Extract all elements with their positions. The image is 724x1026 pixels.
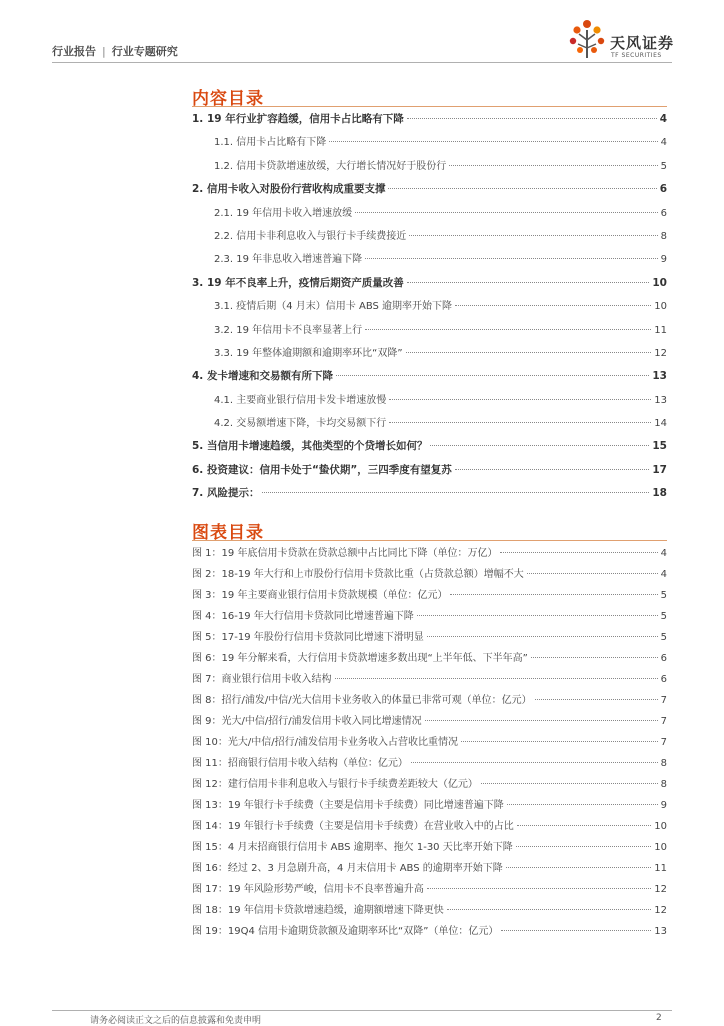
dotted-leader [389, 399, 651, 400]
toc-entry-text: 2.2. 信用卡非利息收入与银行卡手续费接近 [214, 230, 407, 242]
toc-entry[interactable] [192, 295, 667, 318]
dotted-leader [517, 825, 651, 826]
figure-entry-page: 11 [654, 863, 667, 874]
figure-entry[interactable] [192, 774, 667, 795]
figure-entry-text: 图 2：18-19 年大行和上市股份行信用卡贷款比重（占贷款总额）增幅不大 [192, 569, 524, 580]
dotted-leader [329, 141, 657, 142]
dotted-leader [407, 282, 650, 283]
figure-entry-text: 图 11：招商银行信用卡收入结构（单位：亿元） [192, 758, 408, 769]
toc-entry[interactable] [192, 155, 667, 178]
dotted-leader [455, 305, 651, 306]
figure-entry-text: 图 13：19 年银行卡手续费（主要是信用卡手续费）同比增速普遍下降 [192, 800, 504, 811]
dotted-leader [455, 469, 650, 470]
table-of-contents [192, 108, 667, 506]
figure-entry-page: 7 [660, 716, 667, 727]
figure-entry-page: 5 [660, 590, 667, 601]
dotted-leader [531, 657, 658, 658]
toc-entry[interactable] [192, 131, 667, 154]
figure-entry[interactable] [192, 921, 667, 942]
toc-entry[interactable] [192, 435, 667, 458]
toc-entry-page: 6 [660, 207, 667, 219]
toc-entry-page: 12 [654, 347, 667, 359]
figure-entry-page: 8 [660, 779, 667, 790]
breadcrumb-separator: | [102, 45, 106, 58]
figure-entry-text: 图 1：19 年底信用卡贷款在贷款总额中占比同比下降（单位：万亿） [192, 548, 498, 559]
dotted-leader [516, 846, 652, 847]
toc-entry-page: 14 [654, 418, 667, 430]
toc-entry[interactable] [192, 482, 667, 505]
figure-entry-page: 6 [660, 674, 667, 685]
list-of-figures [192, 543, 667, 942]
dotted-leader [449, 165, 657, 166]
report-subtype: 行业专题研究 [111, 45, 178, 58]
dotted-leader [427, 636, 658, 637]
figure-entry-page: 4 [660, 569, 667, 580]
page-number: 2 [656, 1013, 662, 1023]
figure-entry-page: 12 [654, 905, 667, 916]
dotted-leader [507, 804, 658, 805]
figure-entry-text: 图 15：4 月末招商银行信用卡 ABS 逾期率、拖欠 1-30 天比率开始下降 [192, 842, 513, 853]
toc-entry-text: 1.2. 信用卡贷款增速放缓，大行增长情况好于股份行 [214, 160, 447, 172]
footer-divider [52, 1010, 672, 1011]
dotted-leader [447, 909, 651, 910]
toc-entry-text: 2. 信用卡收入对股份行营收构成重要支撑 [192, 183, 386, 196]
figure-entry-text: 图 16：经过 2、3 月急剧升高，4 月末信用卡 ABS 的逾期率开始下降 [192, 863, 503, 874]
figure-entry[interactable] [192, 564, 667, 585]
page-header [0, 0, 724, 70]
report-type: 行业报告 [52, 45, 96, 58]
toc-entry-text: 4. 发卡增速和交易额有所下降 [192, 370, 333, 383]
figure-entry[interactable] [192, 669, 667, 690]
toc-entry-page: 4 [659, 113, 667, 125]
toc-entry[interactable] [192, 319, 667, 342]
toc-entry-text: 1.1. 信用卡占比略有下降 [214, 137, 327, 149]
figure-entry[interactable] [192, 837, 667, 858]
toc-entry-page: 8 [660, 230, 667, 242]
toc-entry[interactable] [192, 248, 667, 271]
toc-title-divider [192, 106, 667, 107]
dotted-leader [527, 573, 658, 574]
figure-entry-text: 图 17：19 年风险形势严峻，信用卡不良率普遍升高 [192, 884, 424, 895]
figure-entry-page: 8 [660, 758, 667, 769]
figure-entry-page: 5 [660, 632, 667, 643]
toc-entry[interactable] [192, 459, 667, 482]
figure-entry-text: 图 7：商业银行信用卡收入结构 [192, 674, 332, 685]
figure-entry-page: 10 [654, 821, 667, 832]
toc-entry-page: 9 [660, 254, 667, 266]
figure-entry-text: 图 14：19 年银行卡手续费（主要是信用卡手续费）在营业收入中的占比 [192, 821, 514, 832]
dotted-leader [506, 867, 652, 868]
figure-entry-text: 图 4：16-19 年大行信用卡贷款同比增速普遍下降 [192, 611, 414, 622]
toc-entry[interactable] [192, 178, 667, 201]
toc-entry-page: 15 [652, 440, 667, 453]
dotted-leader [425, 720, 658, 721]
figure-entry-page: 7 [660, 695, 667, 706]
dotted-leader [388, 188, 656, 189]
figure-entry-text: 图 5：17-19 年股份行信用卡贷款同比增速下滑明显 [192, 632, 424, 643]
dotted-leader [409, 235, 657, 236]
figure-entry-text: 图 6：19 年分解来看，大行信用卡贷款增速多数出现“上半年低、下半年高” [192, 653, 528, 664]
dotted-leader [407, 118, 657, 119]
figure-entry-text: 图 18：19 年信用卡贷款增速趋缓，逾期额增速下降更快 [192, 905, 444, 916]
toc-entry-page: 4 [660, 137, 667, 149]
toc-entry-page: 10 [654, 301, 667, 313]
figure-entry[interactable] [192, 816, 667, 837]
dotted-leader [501, 930, 651, 931]
toc-entry-text: 2.3. 19 年非息收入增速普遍下降 [214, 254, 363, 266]
figure-entry-page: 6 [660, 653, 667, 664]
toc-entry[interactable] [192, 365, 667, 388]
dotted-leader [335, 678, 658, 679]
dotted-leader [450, 594, 657, 595]
dotted-leader [535, 699, 658, 700]
figure-entry[interactable] [192, 627, 667, 648]
header-divider [52, 62, 672, 63]
figure-entry[interactable] [192, 858, 667, 879]
figure-entry[interactable] [192, 753, 667, 774]
toc-entry-text: 2.1. 19 年信用卡收入增速放缓 [214, 207, 353, 219]
toc-entry[interactable] [192, 342, 667, 365]
figure-entry[interactable] [192, 795, 667, 816]
toc-entry[interactable] [192, 412, 667, 435]
toc-entry-page: 6 [659, 183, 667, 196]
toc-entry[interactable] [192, 108, 667, 131]
figure-entry-page: 10 [654, 842, 667, 853]
toc-entry-page: 10 [652, 276, 667, 289]
figure-entry-page: 4 [660, 548, 667, 559]
toc-entry-text: 3. 19 年不良率上升，疫情后期资产质量改善 [192, 276, 404, 289]
figures-title: 图表目录 [192, 523, 264, 543]
toc-entry-text: 7. 风险提示： [192, 487, 260, 500]
figure-entry[interactable] [192, 606, 667, 627]
toc-entry-page: 13 [654, 394, 667, 406]
toc-entry-text: 5. 当信用卡增速趋缓，其他类型的个贷增长如何？ [192, 440, 428, 453]
figure-entry-page: 12 [654, 884, 667, 895]
dotted-leader [411, 762, 658, 763]
toc-entry-text: 4.1. 主要商业银行信用卡发卡增速放慢 [214, 394, 387, 406]
toc-entry-text: 3.2. 19 年信用卡不良率显著上行 [214, 324, 363, 336]
flower-logo-icon [566, 16, 608, 60]
figure-entry-text: 图 9：光大/中信/招行/浦发信用卡收入同比增速情况 [192, 716, 422, 727]
company-logo [566, 16, 686, 60]
footer-disclaimer: 请务必阅读正文之后的信息披露和免责申明 [90, 1016, 262, 1026]
toc-entry-page: 18 [652, 487, 667, 500]
toc-entry-page: 5 [660, 160, 667, 172]
figure-entry[interactable] [192, 543, 667, 564]
figure-entry[interactable] [192, 732, 667, 753]
toc-entry[interactable] [192, 389, 667, 412]
dotted-leader [461, 741, 658, 742]
toc-entry-page: 11 [654, 324, 667, 336]
dotted-leader [417, 615, 658, 616]
logo-text-cn: 天风证券 [610, 34, 675, 52]
figure-entry-text: 图 12：建行信用卡非利息收入与银行卡手续费差距较大（亿元） [192, 779, 478, 790]
dotted-leader [430, 445, 649, 446]
dotted-leader [365, 329, 651, 330]
toc-entry-page: 17 [652, 463, 667, 476]
dotted-leader [500, 552, 657, 553]
toc-entry[interactable] [192, 272, 667, 295]
figure-entry-page: 7 [660, 737, 667, 748]
toc-entry-page: 13 [652, 370, 667, 383]
toc-entry-text: 6. 投资建议：信用卡处于“蛰伏期”，三四季度有望复苏 [192, 463, 452, 476]
figure-entry-text: 图 8：招行/浦发/中信/光大信用卡业务收入的体量已非常可观（单位：亿元） [192, 695, 532, 706]
figure-entry[interactable] [192, 585, 667, 606]
figures-title-divider [192, 540, 667, 541]
figure-entry[interactable] [192, 879, 667, 900]
figure-entry[interactable] [192, 900, 667, 921]
figure-entry[interactable] [192, 711, 667, 732]
dotted-leader [336, 375, 649, 376]
dotted-leader [389, 422, 651, 423]
toc-entry-text: 4.2. 交易额增速下降，卡均交易额下行 [214, 418, 387, 430]
dotted-leader [427, 888, 651, 889]
figure-entry[interactable] [192, 690, 667, 711]
logo-text-en: TF SECURITIES [611, 52, 662, 59]
dotted-leader [481, 783, 658, 784]
figure-entry[interactable] [192, 648, 667, 669]
toc-entry-text: 3.1. 疫情后期（4 月末）信用卡 ABS 逾期率开始下降 [214, 301, 453, 313]
dotted-leader [406, 352, 652, 353]
figure-entry-text: 图 3：19 年主要商业银行信用卡贷款规模（单位：亿元） [192, 590, 448, 601]
toc-title: 内容目录 [192, 89, 264, 109]
toc-entry[interactable] [192, 225, 667, 248]
figure-entry-text: 图 10：光大/中信/招行/浦发信用卡业务收入占营收比重情况 [192, 737, 459, 748]
toc-entry-text: 3.3. 19 年整体逾期额和逾期率环比“双降” [214, 347, 403, 359]
dotted-leader [262, 492, 649, 493]
toc-entry[interactable] [192, 202, 667, 225]
figure-entry-text: 图 19：19Q4 信用卡逾期贷款额及逾期率环比“双降”（单位：亿元） [192, 926, 499, 937]
figure-entry-page: 13 [654, 926, 667, 937]
figure-entry-page: 5 [660, 611, 667, 622]
toc-entry-text: 1. 19 年行业扩容趋缓，信用卡占比略有下降 [192, 113, 404, 125]
figure-entry-page: 9 [660, 800, 667, 811]
dotted-leader [365, 258, 657, 259]
breadcrumb [52, 43, 178, 59]
dotted-leader [355, 212, 657, 213]
